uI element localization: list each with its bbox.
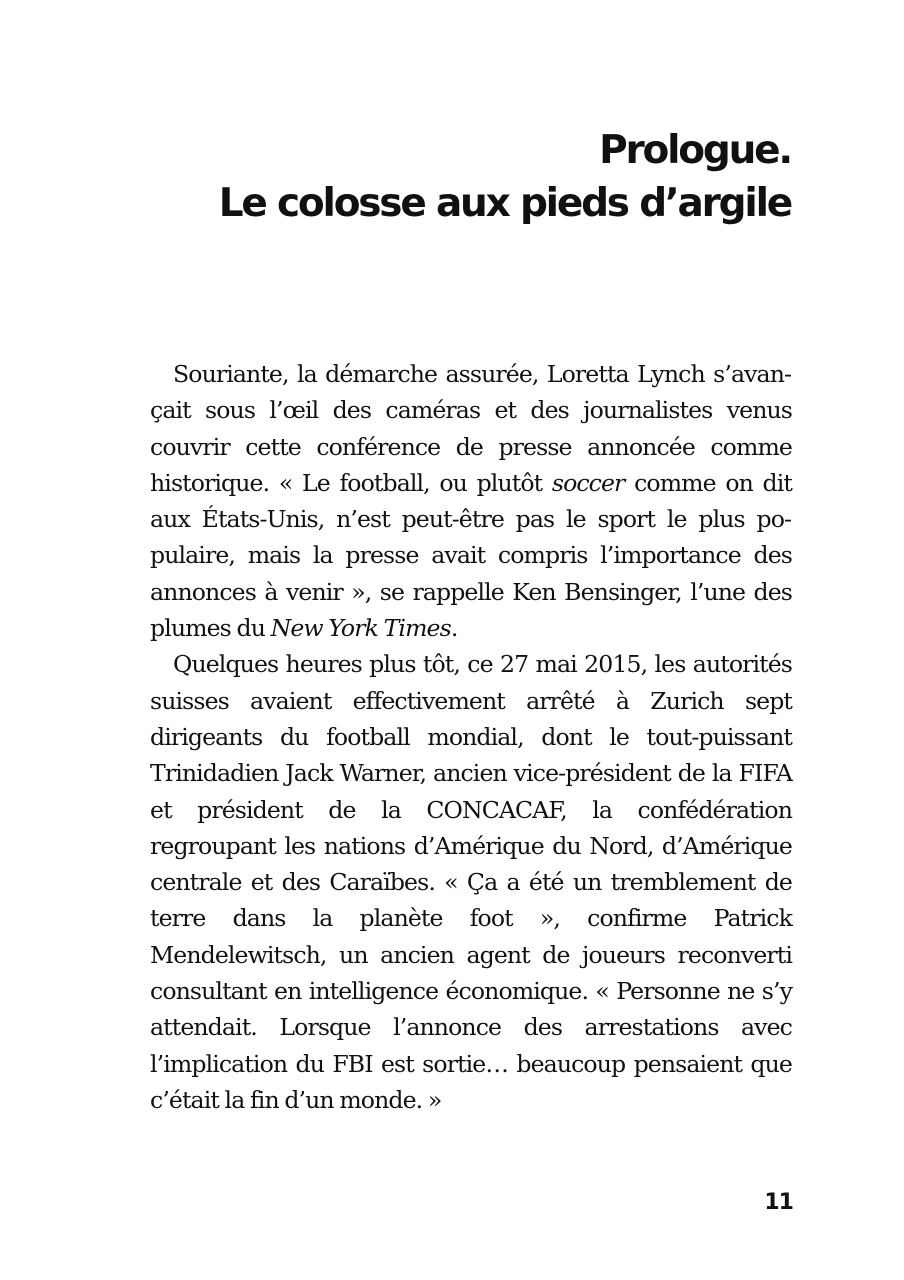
body-text (150, 356, 792, 1118)
paragraph-1-text-b: comme on dit aux États-Unis, n’est peut-être pas le sport le plus populaire, mais la presse avait compris l’importance des annonces à venir », se rappelle Ken Bensinger, l’une des plumes du (150, 468, 792, 643)
chapter-title-line-1: Prologue. (599, 128, 791, 173)
paragraph-1-text-a: Souriante, la démarche assurée, Loretta Lynch s’avançait sous l’œil des caméras et des journalistes venus couvrir cette conférence de presse annoncée comme historique. « Le football, ou plutôt (150, 360, 792, 497)
chapter-title-line-2: Le colosse aux pieds d’argile (218, 181, 791, 226)
page-number: 11 (764, 1190, 793, 1215)
paragraph-2: Quelques heures plus tôt, ce 27 mai 2015, les autorités suisses avaient effectivement arrêté à Zurich sept dirigeants du football mondial, dont le tout-puissant Trinidadien Jack Warner, ancien vice-président de la FIFA et président de la CONCACAF, la confédération regroupant les nations d’Amérique du Nord, d’Amérique centrale et des Caraïbes. « Ça a été un tremblement de terre dans la planète foot », confirme Patrick Mendelewitsch, un ancien agent de joueurs reconverti consultant en intelligence économique. « Personne ne s’y attendait. Lorsque l’annonce des arrestations avec l’implication du FBI est sortie… beaucoup pensaient que c’était la fin d’un monde. » (150, 650, 792, 1114)
paragraph-1-italic-soccer: soccer (551, 468, 625, 497)
paragraph-1 (150, 356, 792, 646)
paragraph-1-text-c: . (450, 614, 458, 643)
chapter-title (171, 124, 791, 230)
paragraph-1-italic-newspaper: New York Times (270, 614, 451, 643)
